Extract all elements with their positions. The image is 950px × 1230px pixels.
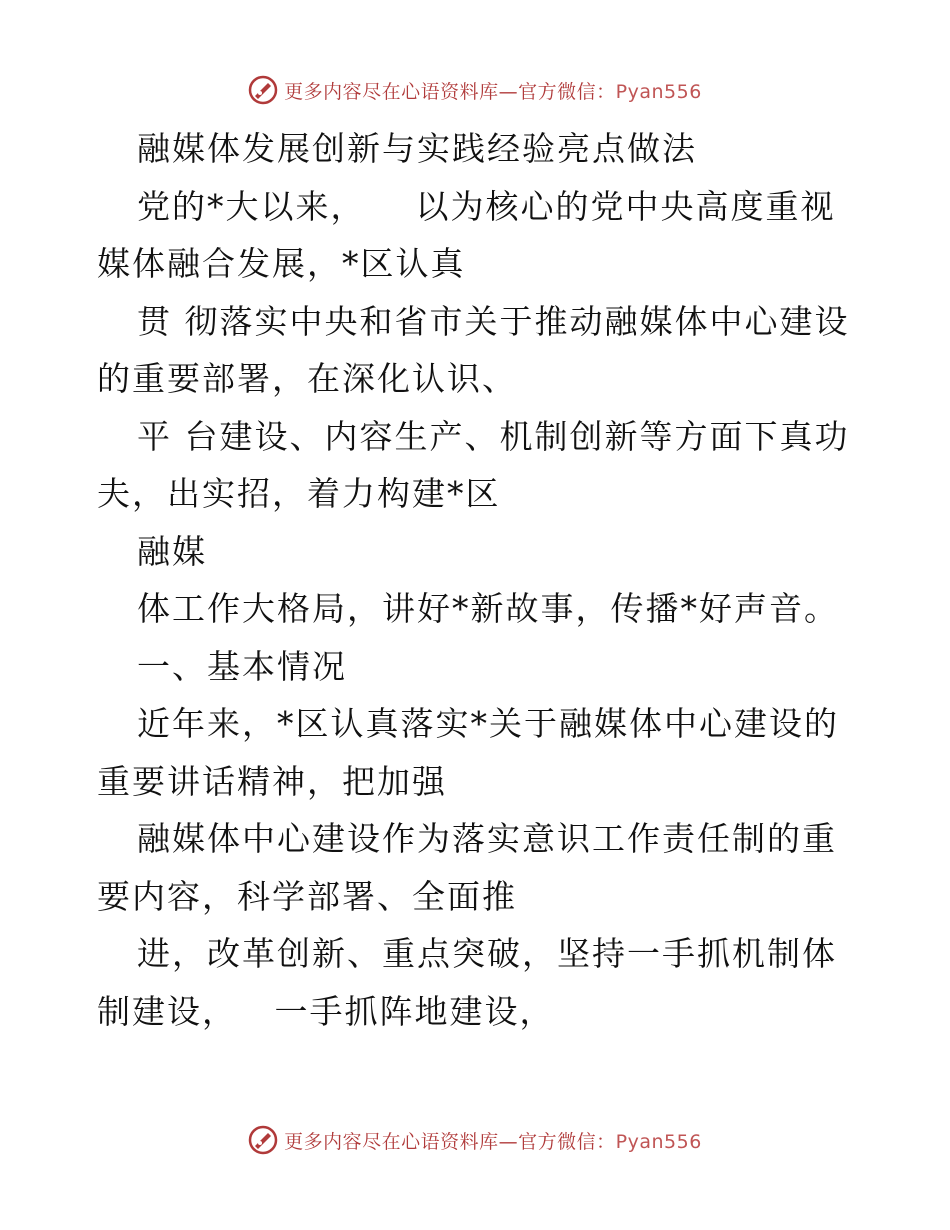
document-title: 融媒体发展创新与实践经验亮点做法 — [137, 129, 697, 168]
logo-icon — [248, 1125, 278, 1155]
paragraph: 贯 彻落实中央和省市关于推动融媒体中心建设的重要部署，在深化认识、 — [97, 301, 850, 398]
paragraph: 近年来，*区认真落实*关于融媒体中心建设的重要讲话精神，把加强 — [97, 704, 839, 801]
header-banner-text: 更多内容尽在心语资料库—官方微信：Pyan556 — [284, 80, 702, 103]
paragraph: 融媒体中心建设作为落实意识工作责任制的重要内容，科学部署、全面推 — [97, 819, 837, 916]
footer-banner — [0, 1120, 950, 1160]
paragraph: 体工作大格局，讲好*新故事，传播*好声音。 — [137, 589, 839, 628]
section-heading: 一、基本情况 — [137, 646, 347, 686]
paragraph: 党的*大以来， 以为核心的党中央高度重视媒体融合发展，*区认真 — [97, 186, 836, 283]
logo-icon — [248, 75, 278, 105]
paragraph: 进，改革创新、重点突破，坚持一手抓机制体制建设， 一手抓阵地建设， — [97, 934, 837, 1031]
header-banner — [0, 70, 950, 110]
paragraph: 融媒 — [137, 531, 207, 571]
paragraph: 平 台建设、内容生产、机制创新等方面下真功夫，出实招，着力构建*区 — [97, 416, 850, 513]
footer-banner-text: 更多内容尽在心语资料库—官方微信：Pyan556 — [284, 1130, 702, 1153]
document-body — [97, 120, 857, 1040]
